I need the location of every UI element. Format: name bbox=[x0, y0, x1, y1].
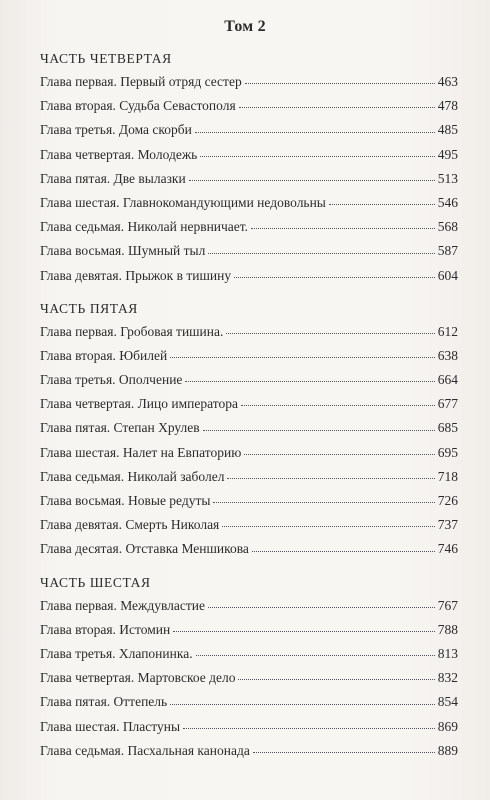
page-number: 695 bbox=[437, 444, 458, 460]
page-number: 638 bbox=[437, 347, 458, 363]
toc-entry bbox=[40, 70, 458, 94]
part-six bbox=[40, 572, 458, 763]
page-number: 677 bbox=[437, 396, 458, 412]
dot-leader bbox=[227, 478, 434, 479]
dot-leader bbox=[195, 132, 435, 133]
chapter-title: Глава девятая. Смерть Николая bbox=[40, 517, 220, 533]
dot-leader bbox=[200, 156, 434, 157]
dot-leader bbox=[244, 454, 434, 455]
toc-entry bbox=[40, 118, 458, 142]
chapter-title: Глава седьмая. Николай нервничает. bbox=[40, 219, 249, 235]
page-number: 726 bbox=[437, 493, 458, 508]
toc-entry bbox=[40, 344, 458, 368]
toc-entry bbox=[40, 392, 458, 416]
chapter-title: Глава третья. Дома скорби bbox=[40, 122, 192, 138]
part-title: ЧАСТЬ ШЕСТАЯ bbox=[40, 574, 151, 590]
page-number: 746 bbox=[437, 541, 458, 557]
dot-leader bbox=[226, 333, 434, 334]
dot-leader bbox=[252, 551, 435, 552]
toc-entry bbox=[40, 739, 458, 763]
chapter-title: Глава шестая. Пластуны bbox=[40, 718, 181, 734]
dot-leader bbox=[183, 728, 435, 729]
dot-leader bbox=[213, 502, 434, 503]
dot-leader bbox=[185, 381, 434, 382]
toc-entry bbox=[40, 441, 458, 465]
page-number: 587 bbox=[437, 243, 458, 259]
part-title: ЧАСТЬ ЧЕТВЕРТАЯ bbox=[40, 51, 172, 66]
page-number: 718 bbox=[437, 468, 458, 484]
chapter-title: Глава третья. Ополчение bbox=[40, 372, 183, 388]
toc-entry bbox=[40, 513, 458, 537]
toc-entry bbox=[40, 666, 458, 690]
dot-leader bbox=[238, 679, 434, 680]
chapter-title: Глава десятая. Отставка Меншикова bbox=[40, 541, 249, 557]
volume-title: Том 2 bbox=[224, 18, 266, 35]
toc-entry bbox=[40, 368, 458, 392]
part-four bbox=[40, 48, 458, 288]
chapter-title: Глава вторая. Судьба Севастополя bbox=[40, 98, 236, 114]
toc-entry bbox=[40, 465, 458, 489]
chapter-title: Глава четвертая. Мартовское дело bbox=[40, 670, 236, 686]
toc-entry bbox=[40, 191, 458, 215]
chapter-title: Глава третья. Хлапонинка. bbox=[40, 645, 193, 661]
toc-entry bbox=[40, 489, 458, 513]
chapter-title: Глава первая. Междувластие bbox=[40, 597, 205, 613]
toc-entry bbox=[40, 618, 458, 642]
page-number: 685 bbox=[437, 420, 458, 436]
chapter-title: Глава девятая. Прыжок в тишину bbox=[40, 267, 232, 283]
page-number: 495 bbox=[437, 146, 458, 162]
page-number: 604 bbox=[437, 267, 458, 283]
dot-leader bbox=[329, 204, 435, 205]
chapter-title: Глава восьмая. Новые редуты bbox=[40, 493, 211, 508]
chapter-title: Глава седьмая. Николай заболел bbox=[40, 468, 225, 484]
dot-leader bbox=[239, 107, 435, 108]
toc-entry bbox=[40, 715, 458, 739]
page-number: 889 bbox=[437, 742, 458, 758]
dot-leader bbox=[241, 405, 435, 406]
table-of-contents bbox=[40, 48, 458, 763]
toc-entry bbox=[40, 264, 458, 288]
part-title: ЧАСТЬ ПЯТАЯ bbox=[40, 300, 138, 316]
dot-leader bbox=[253, 752, 435, 753]
dot-leader bbox=[170, 704, 435, 705]
page-number: 463 bbox=[437, 74, 458, 89]
toc-entry bbox=[40, 690, 458, 714]
dot-leader bbox=[222, 526, 434, 527]
toc-entry bbox=[40, 215, 458, 239]
chapter-title: Глава четвертая. Молодежь bbox=[40, 146, 198, 162]
page-number: 832 bbox=[437, 670, 458, 686]
chapter-title: Глава шестая. Налет на Евпаторию bbox=[40, 444, 242, 460]
toc-entry bbox=[40, 143, 458, 167]
dot-leader bbox=[245, 83, 435, 84]
page-number: 854 bbox=[437, 694, 458, 710]
toc-entry bbox=[40, 416, 458, 440]
page-number: 478 bbox=[437, 98, 458, 114]
page-number: 737 bbox=[437, 517, 458, 533]
chapter-title: Глава первая. Гробовая тишина. bbox=[40, 323, 224, 339]
page-number: 869 bbox=[437, 718, 458, 734]
dot-leader bbox=[196, 655, 435, 656]
dot-leader bbox=[170, 357, 435, 358]
page-number: 813 bbox=[437, 645, 458, 661]
toc-entry bbox=[40, 537, 458, 561]
chapter-title: Глава пятая. Две вылазки bbox=[40, 170, 186, 186]
page-number: 664 bbox=[437, 372, 458, 388]
chapter-title: Глава седьмая. Пасхальная канонада bbox=[40, 742, 250, 758]
page-number: 513 bbox=[437, 170, 458, 186]
page-number: 788 bbox=[437, 621, 458, 637]
chapter-title: Глава восьмая. Шумный тыл bbox=[40, 243, 206, 259]
dot-leader bbox=[173, 631, 435, 632]
toc-entry bbox=[40, 94, 458, 118]
chapter-title: Глава шестая. Главнокомандующими недовольны bbox=[40, 194, 326, 210]
page-number: 568 bbox=[437, 219, 458, 235]
chapter-title: Глава четвертая. Лицо императора bbox=[40, 396, 238, 412]
chapter-title: Глава пятая. Степан Хрулев bbox=[40, 420, 200, 436]
page-number: 612 bbox=[437, 323, 458, 339]
toc-entry bbox=[40, 239, 458, 263]
dot-leader bbox=[234, 277, 435, 278]
dot-leader bbox=[208, 253, 434, 254]
dot-leader bbox=[189, 180, 435, 181]
chapter-title: Глава первая. Первый отряд сестер bbox=[40, 74, 242, 89]
chapter-title: Глава пятая. Оттепель bbox=[40, 694, 168, 710]
page-number: 485 bbox=[437, 122, 458, 138]
toc-entry bbox=[40, 642, 458, 666]
toc-entry bbox=[40, 320, 458, 344]
part-five bbox=[40, 298, 458, 562]
toc-entry bbox=[40, 594, 458, 618]
page-number: 767 bbox=[437, 597, 458, 613]
dot-leader bbox=[208, 607, 435, 608]
dot-leader bbox=[251, 228, 435, 229]
chapter-title: Глава вторая. Юбилей bbox=[40, 347, 168, 363]
chapter-title: Глава вторая. Истомин bbox=[40, 621, 171, 637]
toc-entry bbox=[40, 167, 458, 191]
dot-leader bbox=[203, 430, 435, 431]
page-number: 546 bbox=[437, 194, 458, 210]
